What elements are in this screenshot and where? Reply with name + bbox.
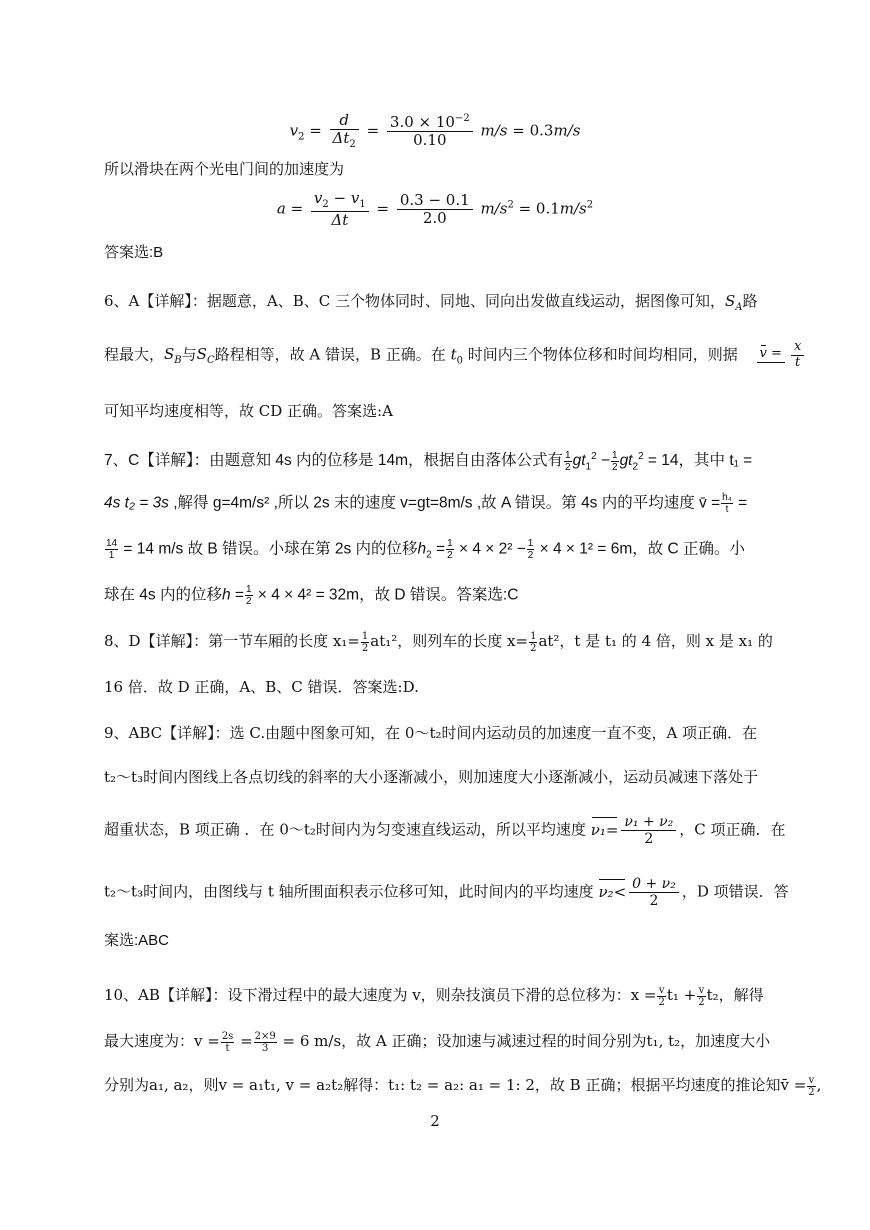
q9-line2: t₂～t₃时间内图线上各点切线的斜率的大小逐渐减小，则加速度大小逐渐减小，运动员减速下落处于 xyxy=(104,768,759,786)
q6-text-d: 与 xyxy=(181,345,197,364)
q7-text-e: = xyxy=(733,494,748,512)
q9-line1: 9、ABC【详解】：选 C.由题中图象可知，在 0～t₂时间内运动员的加速度一直不变，A 项正确．在 xyxy=(104,724,758,742)
page-number: 2 xyxy=(430,1112,440,1130)
q10-text-e: = xyxy=(235,1032,253,1050)
q6-line3: 可知平均速度相等，故 CD 正确。答案选:A xyxy=(104,402,393,420)
equation-v2: $v_2$ = $\frac{d}{\Delta t_2}$ = $\frac{3.0 \times 10^{-2}}{0.10}$ m/s = 0.3m/s xyxy=(289,111,581,151)
q6-text-e: 路程相等，故 A 错误，B 正确。在 xyxy=(214,345,446,364)
q10-text-g: 分别为a₁, a₂，则v = a₁t₁, v = a₂t₂解得：t₁: t₂ = a₂: a₁ = 1: 2，故 B 正确；根据平均速度的推论知v̄ = xyxy=(104,1076,807,1094)
q6-line1: 6、A【详解】：据题意，A、B、C 三个物体同时、同地、同向出发做直线运动，据图像可知，$S_A$路 xyxy=(104,292,758,313)
q6-text-c: 程最大， xyxy=(104,345,165,364)
equation-acceleration: a = $\frac{v_2 - v_1}{\Delta t}$ = $\frac{0.3 - 0.1}{2.0}$ $m/s^2 = 0.1m/s^2$ xyxy=(276,189,594,229)
q7-line3: $\frac{14}{1}$ = 14 m/s 故 B 错误。小球在第 2s 内的位移$h_2$ = $\frac{1}{2}$ × 4 × 2² − $\frac{1}{2}$ × 4 × 1² = 6m，故 C 正确。小 xyxy=(106,538,746,561)
q7-text-c: 4s t₂ = 3s xyxy=(104,494,169,512)
q9-text-d: ，D 项错误．答 xyxy=(681,882,789,901)
q7-line1: 7、C【详解】：由题意知 4s 内的位移是 14m，根据自由落体公式有 $\frac{1}{2}$ $gt_1^2$ − $\frac{1}{2}$ $gt_2^2 = 14$，其中 t₁ = xyxy=(104,449,753,473)
q7-text-g: × 4 × 2² − xyxy=(454,540,526,558)
q9-text-b: ，C 项正确．在 xyxy=(679,820,786,839)
q7-text-a: 7、C【详解】：由题意知 4s 内的位移是 14m，根据自由落体公式有 xyxy=(104,452,564,470)
q8-text-c: at²，t 是 t₁ 的 4 倍，则 x 是 x₁ 的 xyxy=(538,632,773,650)
q7-text-j: 球在 4s 内的位移 xyxy=(104,586,222,604)
q9-line5: 案选:ABC xyxy=(104,932,170,949)
q7-text-i: ，故 C 正确。小 xyxy=(632,540,746,558)
q8-text-b: at₁²，则列车的长度 x= xyxy=(370,632,529,650)
q7-text-b: = 14，其中 t₁ = xyxy=(643,452,753,470)
q7-text-f: = 14 m/s 故 B 错误。小球在第 2s 内的位移 xyxy=(119,540,418,558)
q8-line1: 8、D【详解】：第一节车厢的长度 x₁= $\frac{1}{2}$ at₁²，则列车的长度 x= $\frac{1}{2}$ at²，t 是 t₁ 的 4 倍，则 x 是 x₁ 的 xyxy=(104,630,773,654)
q9-line4: t₂～t₃时间内，由图线与 t 轴所围面积表示位移可知，此时间内的平均速度 ν₂< $\frac{\text{0 + ν₂}}{2}$ ，D 项错误．答 xyxy=(104,876,789,910)
q7-text-d: ,解得 g=4m/s² ,所以 2s 末的速度 v=gt=8m/s ,故 A 错误。第 4s 内的平均速度 v̄ = xyxy=(168,494,721,512)
q9-line3: 超重状态，B 项正确 ．在 0～t₂时间内为匀变速直线运动，所以平均速度 ν₁= $\frac{\text{ν₁ + ν₂}}{2}$ ，C 项正确．在 xyxy=(104,814,786,848)
q6-text-f: 时间内三个物体位移和时间均相同，则据 xyxy=(467,345,738,364)
q10-text-f: = 6 m/s，故 A 正确；设加速与减速过程的时间分别为t₁, t₂，加速度大小 xyxy=(277,1032,771,1050)
q7-line2: 4s t₂ = 3s ,解得 g=4m/s² ,所以 2s 末的速度 v=gt=8m/s ,故 A 错误。第 4s 内的平均速度 v̄ = $\frac{\text{h₄}}{t}$ = xyxy=(104,492,748,515)
q6-text-b: 路 xyxy=(742,292,758,310)
q6-line2: 程最大，$S_B$与$S_C$路程相等，故 A 错误，B 正确。在 $t_0$ 时间内三个物体位移和时间均相同，则据 v = $\frac{x}{t}$ xyxy=(104,340,766,372)
q9-avg-v1: ν₁= xyxy=(590,820,619,839)
q10-text-c: t₂，解得 xyxy=(706,986,764,1004)
q7-line4: 球在 4s 内的位移h = $\frac{1}{2}$ × 4 × 4² = 32m，故 D 错误。答案选:C xyxy=(104,584,519,607)
q8-text-a: 8、D【详解】：第一节车厢的长度 x₁= xyxy=(104,632,360,650)
q9-avg-v2: ν₂< xyxy=(598,882,627,901)
q7-text-k: × 4 × 4² = 32m，故 D 错误。答案选:C xyxy=(253,586,519,604)
q10-text-a: 10、AB【详解】：设下滑过程中的最大速度为 v，则杂技演员下滑的总位移为：x = xyxy=(104,986,657,1004)
q10-text-b: t₁ + xyxy=(666,986,697,1004)
q9-text-a: 超重状态，B 项正确 ．在 0～t₂时间内为匀变速直线运动，所以平均速度 xyxy=(104,820,586,839)
q9-text-c: t₂～t₃时间内，由图线与 t 轴所围面积表示位移可知，此时间内的平均速度 xyxy=(104,882,594,901)
answer-5: 答案选:B xyxy=(104,244,164,261)
q10-line1: 10、AB【详解】：设下滑过程中的最大速度为 v，则杂技演员下滑的总位移为：x = $\frac{v}{2}$ t₁ + $\frac{v}{2}$ t₂，解得 xyxy=(104,984,764,1008)
q6-text-a: 6、A【详解】：据题意，A、B、C 三个物体同时、同地、同向出发做直线运动，据图像可知， xyxy=(104,292,725,310)
accel-intro-text: 所以滑块在两个光电门间的加速度为 xyxy=(104,160,345,178)
q10-line2: 最大速度为：v = $\frac{2s}{t}$ = $\frac{2\times 9}{3}$ = 6 m/s，故 A 正确；设加速与减速过程的时间分别为t₁, t₂，加速度大小 xyxy=(104,1030,771,1054)
q10-text-d: 最大速度为：v = xyxy=(104,1032,220,1050)
q7-text-h: × 4 × 1² = 6m xyxy=(535,540,633,558)
q10-line3: 分别为a₁, a₂，则v = a₁t₁, v = a₂t₂解得：t₁: t₂ = a₂: a₁ = 1: 2，故 B 正确；根据平均速度的推论知v̄ = $\frac{v}{2}$ , xyxy=(104,1074,822,1098)
q8-line2: 16 倍．故 D 正确，A、B、C 错误．答案选:D. xyxy=(104,678,419,696)
